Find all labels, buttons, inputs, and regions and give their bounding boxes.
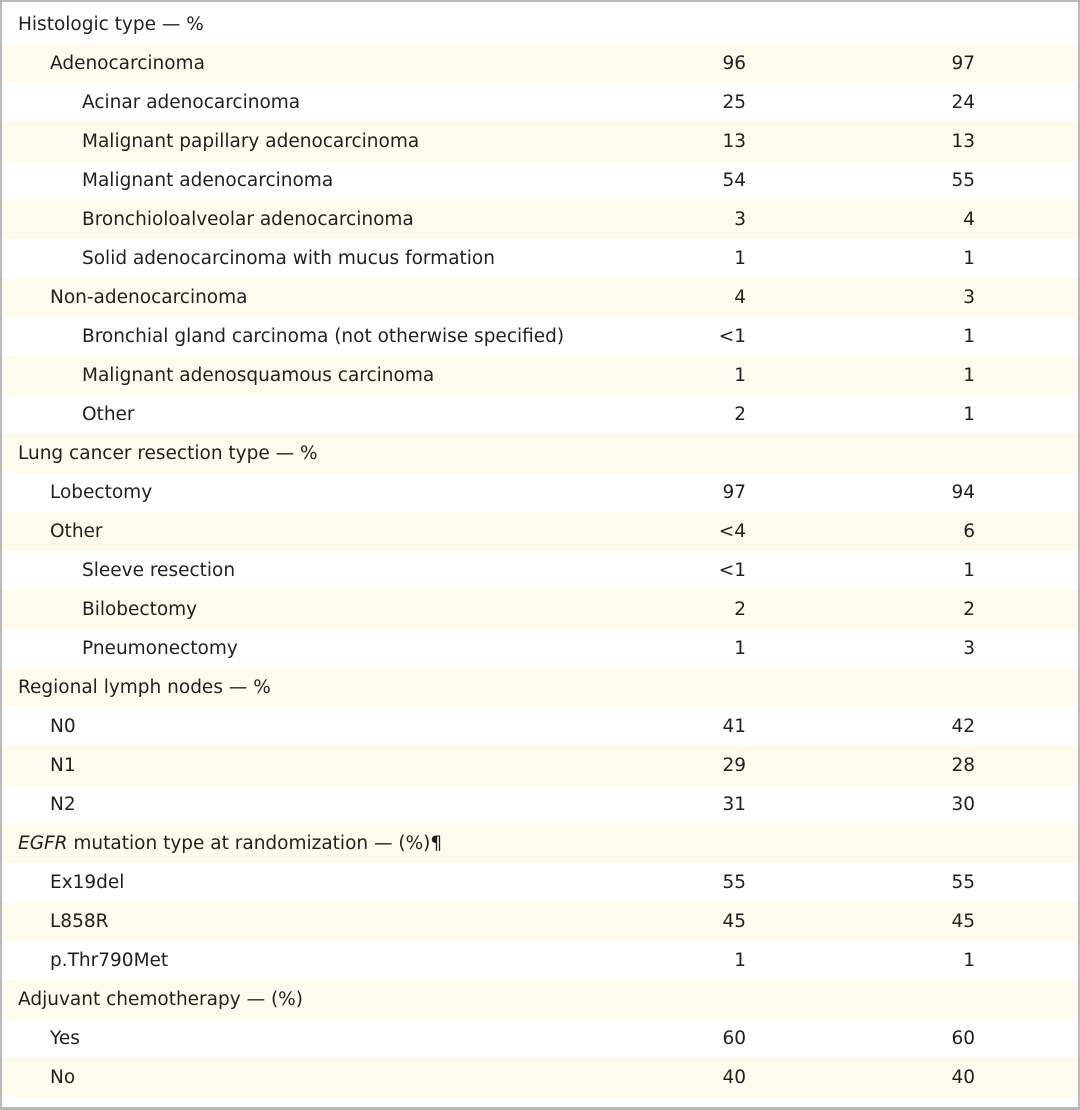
row-label-italic: EGFR (18, 833, 68, 854)
row-label: Solid adenocarcinoma with mucus formation (82, 248, 495, 269)
table-row (2, 434, 1078, 473)
table-row (2, 200, 1078, 239)
table-row (2, 161, 1078, 200)
value-group-1: 54 (722, 170, 746, 191)
table-row (2, 824, 1078, 863)
table-row (2, 863, 1078, 902)
value-group-1: 45 (722, 911, 746, 932)
table-row (2, 239, 1078, 278)
table-row (2, 356, 1078, 395)
value-group-2: 1 (963, 326, 975, 347)
row-label: Lung cancer resection type — % (18, 443, 318, 464)
row-label: N1 (50, 755, 76, 776)
table-row (2, 668, 1078, 707)
table-row (2, 317, 1078, 356)
row-label: Bronchial gland carcinoma (not otherwise specified) (82, 326, 565, 347)
row-label: Malignant adenosquamous carcinoma (82, 365, 435, 386)
table-row (2, 902, 1078, 941)
table-row (2, 551, 1078, 590)
value-group-1: 1 (734, 248, 746, 269)
value-group-1: <1 (718, 560, 746, 581)
row-label: Regional lymph nodes — % (18, 677, 271, 698)
table-row (2, 1058, 1078, 1097)
value-group-1: 96 (722, 53, 746, 74)
value-group-2: 97 (951, 53, 975, 74)
value-group-1: <1 (718, 326, 746, 347)
row-label: Ex19del (50, 872, 125, 893)
table-row (2, 785, 1078, 824)
characteristics-table (2, 5, 1078, 1097)
row-label: Yes (50, 1028, 80, 1049)
value-group-2: 4 (963, 209, 975, 230)
table-row (2, 278, 1078, 317)
value-group-2: 1 (963, 950, 975, 971)
value-group-1: <4 (718, 521, 746, 542)
table-row (2, 473, 1078, 512)
value-group-1: 2 (734, 404, 746, 425)
table-row (2, 980, 1078, 1019)
table-row (2, 395, 1078, 434)
value-group-1: 1 (734, 950, 746, 971)
value-group-2: 2 (963, 599, 975, 620)
value-group-2: 55 (951, 170, 975, 191)
value-group-1: 1 (734, 638, 746, 659)
row-label: p.Thr790Met (50, 950, 169, 971)
row-label-text: mutation type at randomization — (%)¶ (67, 833, 443, 854)
row-label: Bronchioloalveolar adenocarcinoma (82, 209, 414, 230)
value-group-2: 3 (963, 638, 975, 659)
value-group-1: 1 (734, 365, 746, 386)
value-group-1: 13 (722, 131, 746, 152)
row-label: Sleeve resection (82, 560, 236, 581)
value-group-2: 1 (963, 248, 975, 269)
value-group-2: 45 (951, 911, 975, 932)
value-group-2: 42 (951, 716, 975, 737)
row-label: Adenocarcinoma (50, 53, 205, 74)
row-label: Adjuvant chemotherapy — (%) (18, 989, 303, 1010)
row-label: Malignant papillary adenocarcinoma (82, 131, 420, 152)
value-group-2: 1 (963, 560, 975, 581)
value-group-2: 3 (963, 287, 975, 308)
value-group-1: 55 (722, 872, 746, 893)
row-label: Pneumonectomy (82, 638, 238, 659)
value-group-2: 24 (951, 92, 975, 113)
table-row (2, 83, 1078, 122)
value-group-2: 13 (951, 131, 975, 152)
table-row (2, 941, 1078, 980)
table-row (2, 44, 1078, 83)
row-label: Non-adenocarcinoma (50, 287, 248, 308)
value-group-2: 94 (951, 482, 975, 503)
row-label: Lobectomy (50, 482, 153, 503)
table-row (2, 629, 1078, 668)
value-group-2: 60 (951, 1028, 975, 1049)
value-group-2: 55 (951, 872, 975, 893)
value-group-1: 40 (722, 1067, 746, 1088)
value-group-1: 3 (734, 209, 746, 230)
row-label: No (50, 1067, 76, 1088)
row-label: Histologic type — % (18, 14, 204, 35)
row-label: Malignant adenocarcinoma (82, 170, 334, 191)
value-group-1: 31 (722, 794, 746, 815)
value-group-2: 30 (951, 794, 975, 815)
value-group-1: 60 (722, 1028, 746, 1049)
value-group-1: 25 (722, 92, 746, 113)
row-label: L858R (50, 911, 109, 932)
value-group-2: 1 (963, 365, 975, 386)
row-label: Other (50, 521, 103, 542)
value-group-1: 4 (734, 287, 746, 308)
table-row (2, 512, 1078, 551)
value-group-2: 1 (963, 404, 975, 425)
row-label: Bilobectomy (82, 599, 198, 620)
table-row (2, 590, 1078, 629)
value-group-1: 29 (722, 755, 746, 776)
table-row (2, 1019, 1078, 1058)
value-group-1: 2 (734, 599, 746, 620)
table-row (2, 707, 1078, 746)
table-row (2, 122, 1078, 161)
table-row (2, 5, 1078, 44)
value-group-2: 40 (951, 1067, 975, 1088)
value-group-1: 97 (722, 482, 746, 503)
row-label: Other (82, 404, 135, 425)
row-label: Acinar adenocarcinoma (82, 92, 301, 113)
value-group-2: 6 (963, 521, 975, 542)
value-group-2: 28 (951, 755, 975, 776)
row-label: N0 (50, 716, 76, 737)
table-row (2, 746, 1078, 785)
value-group-1: 41 (722, 716, 746, 737)
row-label (18, 824, 442, 863)
row-label: N2 (50, 794, 76, 815)
